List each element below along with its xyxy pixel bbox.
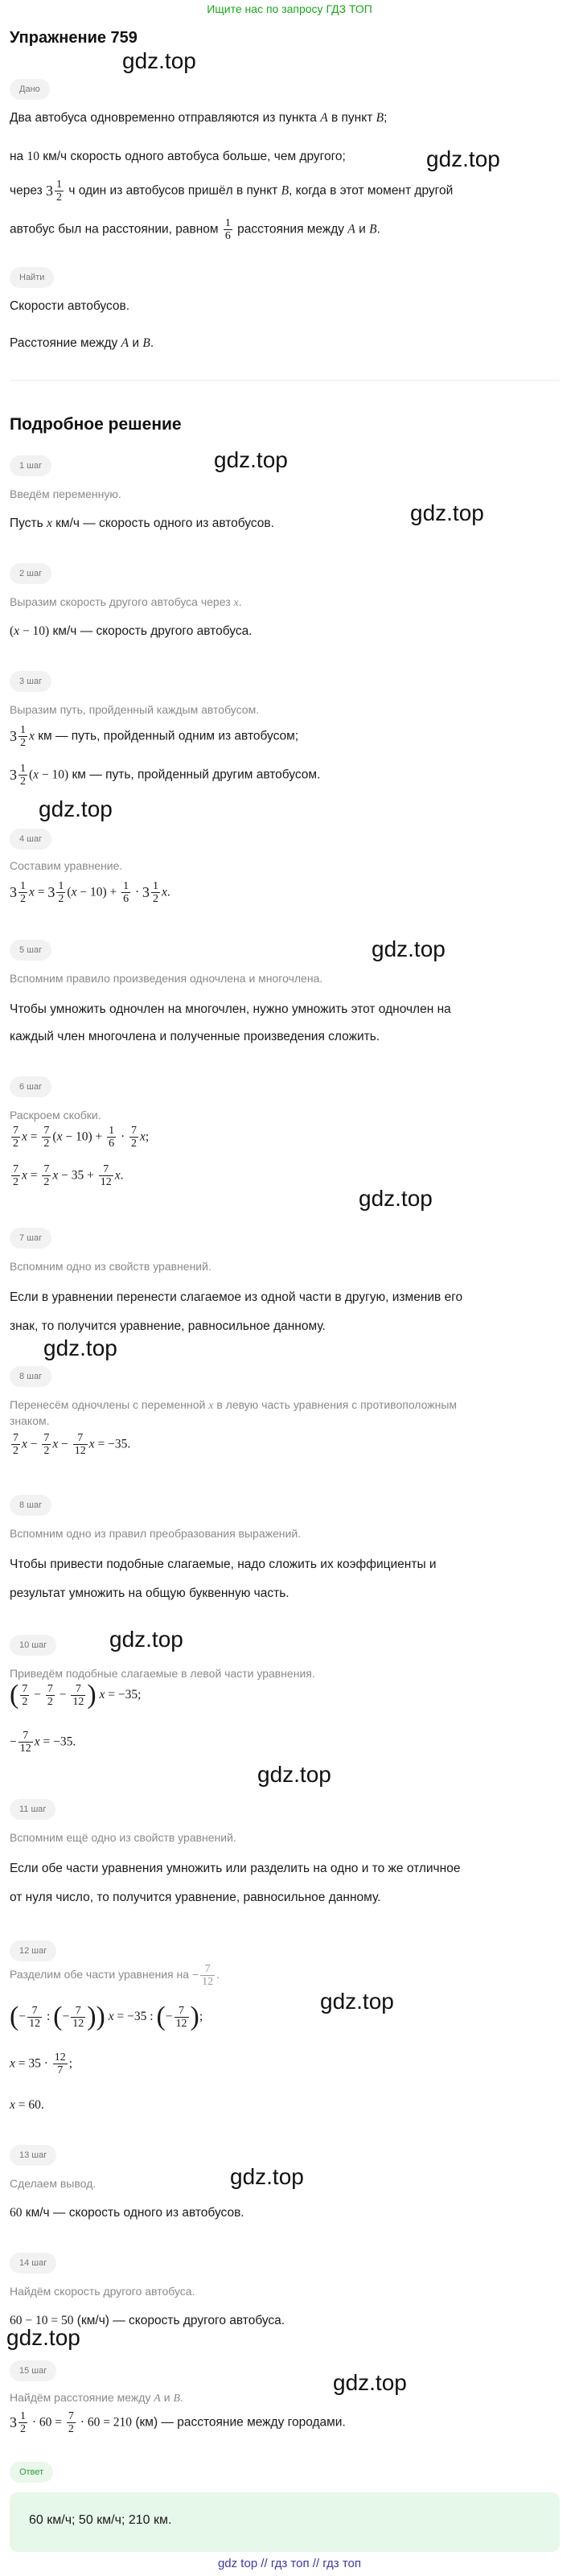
step-caption: Вспомним правило произведения одночлена и многочлена. bbox=[10, 972, 323, 985]
step-text: Если в уравнении перенести слагаемое из одной части в другую, изменив его bbox=[10, 1290, 463, 1304]
step-caption: Раскроем скобки. bbox=[10, 1109, 101, 1121]
step-label: 1 шаг bbox=[10, 455, 51, 476]
step-label: 6 шаг bbox=[10, 1076, 51, 1097]
watermark: gdz.top bbox=[359, 1186, 433, 1211]
step-caption: Перенесём одночлены с переменной x в левую часть уравнения с противоположным bbox=[10, 1398, 458, 1412]
given-line-2: на 10 км/ч скорость одного автобуса больше, чем другого; bbox=[10, 150, 346, 163]
step-caption: Найдём скорость другого автобуса. bbox=[10, 2285, 195, 2298]
watermark: gdz.top bbox=[333, 2370, 407, 2395]
step-caption: Сделаем вывод. bbox=[10, 2177, 96, 2190]
step-caption: Составим уравнение. bbox=[10, 859, 123, 872]
step-text: Чтобы умножить одночлен на многочлен, нужно умножить этот одночлен на bbox=[10, 1002, 451, 1016]
step-text: 3 $\frac{1}{2}$ x км — путь, пройденный одним из автобусом; bbox=[10, 724, 299, 749]
solution-title: Подробное решение bbox=[10, 415, 182, 434]
given-line-4: автобус был на расстоянии, равном $\frac{1}{6}$ расстояния между A и B. bbox=[10, 217, 380, 242]
step-label: 12 шаг bbox=[10, 1940, 56, 1961]
step-text: 3 $\frac{1}{2}$ (x − 10) км — путь, пройденный другим автобусом. bbox=[10, 763, 321, 788]
equation: $\frac{7}{2}$ x = $\frac{7}{2}$ (x − 10) + $\frac{1}{6}$ · $\frac{7}{2}$ x; bbox=[13, 1125, 150, 1150]
step-label: 2 шаг bbox=[10, 563, 51, 584]
given-line-1: Два автобуса одновременно отправляются из пункта A в пункт B; bbox=[10, 111, 388, 125]
step-label: 8 шаг bbox=[10, 1366, 51, 1387]
step-caption: Выразим путь, пройденный каждым автобусом. bbox=[10, 703, 260, 716]
step-caption: Вспомним одно из свойств уравнений. bbox=[10, 1260, 211, 1273]
step-text: Если обе части уравнения умножить или разделить на одно и то же отличное bbox=[10, 1862, 461, 1875]
equation: x = 60. bbox=[10, 2098, 44, 2112]
step-caption: Приведём подобные слагаемые в левой части уравнения. bbox=[10, 1667, 315, 1680]
watermark: gdz.top bbox=[230, 2164, 304, 2189]
step-text: Чтобы привести подобные слагаемые, надо сложить их коэффициенты и bbox=[10, 1558, 437, 1571]
step-label: 3 шаг bbox=[10, 671, 51, 692]
given-line-3: через 3 $\frac{1}{2}$ ч один из автобусов пришёл в пункт B, когда в этот момент другой bbox=[10, 179, 454, 204]
step-caption: знаком. bbox=[10, 1414, 50, 1427]
equation: − $\frac{7}{12}$ x = −35. bbox=[10, 1730, 76, 1755]
step-caption: Выразим скорость другого автобуса через x. bbox=[10, 595, 242, 609]
answer-label: Ответ bbox=[10, 2462, 53, 2483]
equation: ( $\frac{7}{2}$ − $\frac{7}{2}$ − $\frac{7}{12}$ ) x = −35; bbox=[10, 1680, 142, 1710]
watermark: gdz.top bbox=[257, 1762, 331, 1787]
watermark: gdz.top bbox=[410, 500, 484, 525]
step-text: Пусть x км/ч — скорость одного из автобусов. bbox=[10, 516, 274, 530]
step-label: 4 шаг bbox=[10, 829, 51, 850]
watermark: gdz.top bbox=[6, 2325, 80, 2350]
step-text: каждый член многочлена и полученные произведения сложить. bbox=[10, 1030, 380, 1043]
step-text: 60 км/ч — скорость одного из автобусов. bbox=[10, 2206, 244, 2220]
step-text: от нуля число, то получится уравнение, равносильное данному. bbox=[10, 1891, 381, 1904]
step-text: (x − 10) км/ч — скорость другого автобуса. bbox=[10, 624, 253, 638]
step-label: 14 шаг bbox=[10, 2253, 56, 2274]
watermark: gdz.top bbox=[122, 48, 196, 73]
answer-box bbox=[10, 2492, 560, 2552]
find-line-2: Расстояние между A и B. bbox=[10, 336, 154, 350]
step-caption: Вспомним одно из правил преобразования выражений. bbox=[10, 1527, 302, 1540]
equation: x = 35 · $\frac{12}{7}$ ; bbox=[10, 2051, 73, 2076]
step-text: 60 − 10 = 50 (км/ч) — скорость другого автобуса. bbox=[10, 2314, 285, 2327]
equation: 3 $\frac{1}{2}$ x = 3 $\frac{1}{2}$ (x − 10) + $\frac{1}{6}$ · 3 $\frac{1}{2}$ x. bbox=[10, 880, 170, 905]
step-caption: Введём переменную. bbox=[10, 488, 121, 500]
top-banner[interactable]: Ищите нас по запросу ГДЗ ТОП bbox=[207, 2, 372, 15]
step-label: 11 шаг bbox=[10, 1799, 55, 1820]
step-label: 13 шаг bbox=[10, 2145, 56, 2166]
step-text: результат умножить на общую буквенную часть. bbox=[10, 1586, 290, 1600]
watermark: gdz.top bbox=[39, 796, 113, 821]
step-label: 7 шаг bbox=[10, 1228, 51, 1249]
step-caption: Найдём расстояние между A и B. bbox=[10, 2391, 183, 2405]
watermark: gdz.top bbox=[214, 447, 288, 472]
watermark: gdz.top bbox=[43, 1335, 117, 1360]
watermark: gdz.top bbox=[320, 1989, 394, 2014]
step-label: 5 шаг bbox=[10, 940, 51, 961]
step-text: знак, то получится уравнение, равносильное данному. bbox=[10, 1319, 326, 1333]
find-line-1: Скорости автобусов. bbox=[10, 299, 130, 313]
find-label: Найти bbox=[10, 267, 54, 288]
step-caption: Вспомним ещё одно из свойств уравнений. bbox=[10, 1831, 236, 1844]
equation: (− $\frac{7}{12}$ : (− $\frac{7}{12}$ )) x = −35 : (− $\frac{7}{12}$ ); bbox=[10, 2002, 203, 2031]
step-label: 8 шаг bbox=[10, 1495, 51, 1516]
given-label: Дано bbox=[10, 79, 50, 100]
step-text: 3 $\frac{1}{2}$ · 60 = $\frac{7}{2}$ · 60 = 210 (км) — расстояние между городами. bbox=[10, 2410, 346, 2435]
watermark: gdz.top bbox=[426, 146, 500, 171]
footer-links[interactable]: gdz top // гдз топ // гдз топ bbox=[217, 2557, 362, 2570]
watermark: gdz.top bbox=[372, 936, 446, 961]
equation: $\frac{7}{2}$ x = $\frac{7}{2}$ x − 35 + $\frac{7}{12}$ x. bbox=[13, 1163, 124, 1188]
step-label: 10 шаг bbox=[10, 1635, 56, 1656]
watermark: gdz.top bbox=[109, 1627, 183, 1652]
step-caption: Разделим обе части уравнения на − $\frac{7}{12}$ . bbox=[10, 1963, 220, 1988]
equation: $\frac{7}{2}$ x − $\frac{7}{2}$ x − $\frac{7}{12}$ x = −35. bbox=[13, 1432, 131, 1457]
answer-text: 60 км/ч; 50 км/ч; 210 км. bbox=[29, 2513, 172, 2527]
page-title: Упражнение 759 bbox=[10, 29, 138, 47]
step-label: 15 шаг bbox=[10, 2360, 56, 2381]
divider bbox=[10, 380, 560, 381]
